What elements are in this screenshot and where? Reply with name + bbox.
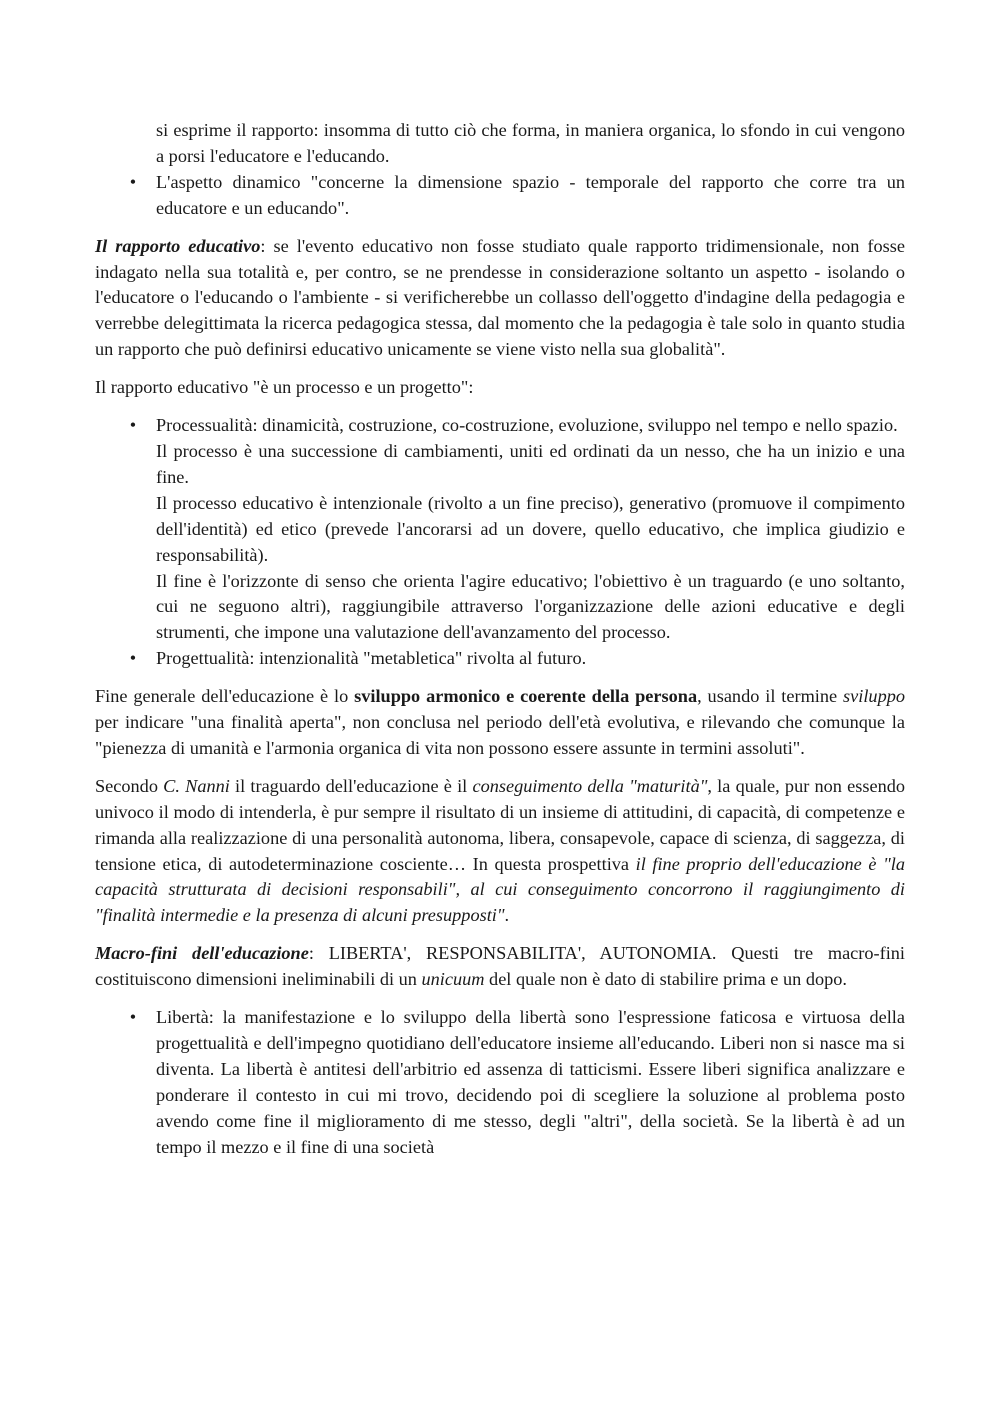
list-item-text: L'aspetto dinamico "concerne la dimensione spazio - temporale del rapporto che corre tra un educatore e un educando".	[156, 171, 905, 218]
italic-term: sviluppo	[843, 686, 905, 707]
author-name: C. Nanni	[163, 775, 230, 796]
text-run: .	[504, 905, 510, 926]
bold-phrase: sviluppo armonico e coerente della persona	[354, 686, 698, 707]
paragraph-text: : se l'evento educativo non fosse studiato quale rapporto tridimensionale, non fosse indagato nella sua totalità e, per contro, se ne prendesse in considerazione soltanto un aspetto - isolando o l'educatore o l'educando o l'ambiente - si verificherebbe un collasso dell'oggetto d'indagine della pedagogia e verrebbe delegittimata la ricerca pedagogica stessa, dal momento che la pedagogia è tale solo in quanto studia un rapporto che può definirsi educativo unicamente se viene visto nella sua globalità".	[95, 235, 906, 360]
text-run: per indicare "una finalità aperta", non conclusa nel periodo dell'età evolutiva, e rilevando che comunque la "pienezza di umanità e l'armonia organica di vita non possono essere assunte in termini assoluti".	[95, 712, 905, 758]
list-item-liberta	[95, 1005, 905, 1160]
bullet-icon: •	[129, 415, 137, 436]
continued-paragraph: si esprime il rapporto: insomma di tutto ciò che forma, in maniera organica, lo sfondo in cui vengono a porsi l'educatore e l'educando.	[156, 120, 905, 166]
text-run: Fine generale dell'educazione è lo	[95, 686, 355, 707]
paragraph-rapporto-educativo	[95, 234, 905, 364]
aspects-list	[95, 170, 905, 222]
bullet-icon: •	[129, 1007, 137, 1028]
list-item-text: Il fine è l'orizzonte di senso che orienta l'agire educativo; l'obiettivo è un traguardo (e uno soltanto, cui ne seguono altri), raggiungibile attraverso l'organizzazione delle azioni educative e degli strumenti, che impone una valutazione dell'avanzamento del processo.	[156, 570, 905, 643]
list-item-progettualita	[95, 646, 905, 672]
document-page	[95, 118, 905, 1173]
section-heading: Macro-fini dell'educazione	[95, 943, 309, 964]
italic-phrase: conseguimento della "maturità"	[472, 775, 708, 796]
text-run: Secondo	[95, 775, 164, 796]
list-item-processualita	[95, 413, 905, 646]
bullet-icon: •	[129, 171, 137, 192]
paragraph-fine-generale	[95, 684, 905, 762]
bullet-icon: •	[129, 648, 137, 669]
process-list	[95, 413, 905, 672]
italic-term: unicuum	[421, 969, 485, 990]
paragraph-nanni	[95, 774, 905, 929]
paragraph-macro-fini	[95, 941, 905, 993]
list-item-dinamico	[95, 170, 905, 222]
text-run: , la quale, pur non essendo univoco il modo di intenderla, è pur sempre il risultato di un insieme di attitudini, di capacità, di competenze e rimanda alla realizzazione di una personalità autonoma, libera, consapevole, capace di scienza, di saggezza, di tensione etica, di autodeterminazione cosciente… In questa prospettiva	[95, 775, 906, 874]
paragraph-processo-intro: Il rapporto educativo "è un processo e un progetto":	[95, 377, 474, 398]
list-item-text: Processualità: dinamicità, costruzione, co-costruzione, evoluzione, sviluppo nel tempo e nello spazio.	[156, 415, 898, 436]
text-run: , usando il termine	[697, 686, 844, 707]
text-run: : LIBERTA', RESPONSABILITA', AUTONOMIA. Questi tre macro-fini costituiscono dimensioni ineliminabili di un	[95, 943, 905, 990]
list-item-text: Il processo è una successione di cambiamenti, uniti ed ordinati da un nesso, che ha un inizio e una fine.	[156, 440, 905, 487]
list-item-text: Libertà: la manifestazione e lo sviluppo della libertà sono l'espressione faticosa e virtuosa della progettualità e dell'impegno quotidiano dell'educatore insieme all'educando. Liberi non si nasce ma si diventa. La libertà è antitesi dell'arbitrio ed assenza di tatticismi. Essere liberi significa analizzare e ponderare il contesto in cui mi trovo, decidendo poi di scegliere la soluzione al problema posto avendo come fine il miglioramento di me stesso, degli "altri", della società. Se la libertà è ad un tempo il mezzo e il fine di una società	[156, 1007, 905, 1157]
list-item-text: Il processo educativo è intenzionale (rivolto a un fine preciso), generativo (promuove il compimento dell'identità) ed etico (prevede l'ancorarsi ad un dovere, quello educativo, che implica giudizio e responsabilità).	[156, 492, 905, 565]
text-run: del quale non è dato di stabilire prima e un dopo.	[484, 969, 847, 990]
text-run: il traguardo dell'educazione è il	[229, 775, 473, 796]
macro-fini-list	[95, 1005, 905, 1160]
italic-phrase: il fine proprio dell'educazione è "la capacità strutturata di decisioni responsabili", al cui conseguimento concorrono il raggiungimento di "finalità intermedie e la presenza di alcuni presupposti"	[95, 853, 905, 926]
section-heading: Il rapporto educativo	[95, 235, 261, 256]
list-item-text: Progettualità: intenzionalità "metabletica" rivolta al futuro.	[156, 648, 587, 669]
